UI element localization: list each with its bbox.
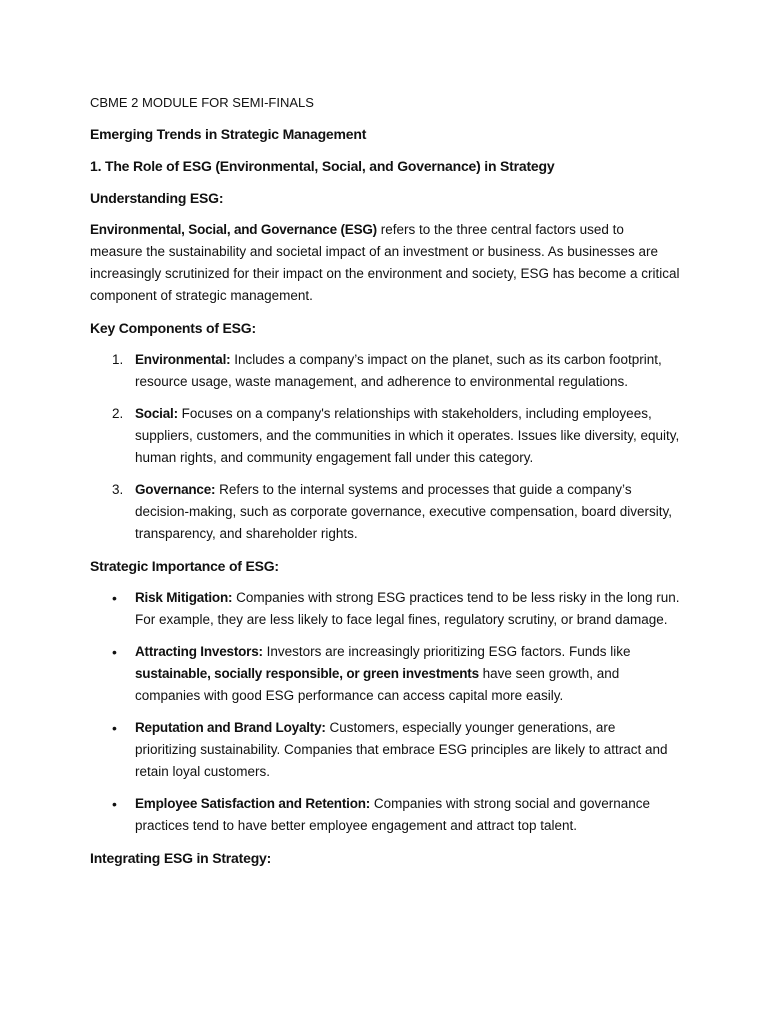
list-item-text-continued: have seen growth, and companies with good ESG performance can access capital more easily. (135, 666, 620, 703)
list-item-term: Reputation and Brand Loyalty: (135, 720, 326, 735)
list-item-term: Governance: (135, 482, 216, 497)
numbered-list-components (90, 349, 680, 545)
list-number: 2. (112, 406, 124, 421)
list-item-text: Includes a company’s impact on the planet, such as its carbon footprint, resource usage, waste management, and adherence to environmental regulations. (135, 352, 662, 389)
list-number: 3. (112, 482, 124, 497)
document-title: Emerging Trends in Strategic Management (90, 126, 367, 142)
bulleted-list-importance (90, 587, 680, 837)
list-item-term: Employee Satisfaction and Retention: (135, 796, 371, 811)
list-item-risk-mitigation (90, 587, 680, 631)
heading-strategic-importance: Strategic Importance of ESG: (90, 558, 279, 574)
document-page (90, 92, 680, 879)
list-item-attracting-investors (90, 641, 680, 707)
heading-key-components: Key Components of ESG: (90, 320, 256, 336)
list-item-environmental (90, 349, 680, 393)
bullet-icon: • (112, 644, 117, 660)
paragraph-understanding-esg (90, 219, 680, 307)
list-item-employee-satisfaction (90, 793, 680, 837)
list-item-governance (90, 479, 680, 545)
bullet-icon: • (112, 590, 117, 606)
list-item-emphasis: sustainable, socially responsible, or green investments (135, 666, 479, 681)
list-item-term: Social: (135, 406, 178, 421)
esg-definition-term: Environmental, Social, and Governance (ESG) (90, 222, 377, 237)
bullet-icon: • (112, 720, 117, 736)
list-item-term: Attracting Investors: (135, 644, 263, 659)
list-item-social (90, 403, 680, 469)
heading-understanding-esg: Understanding ESG: (90, 190, 224, 206)
heading-integrating-esg: Integrating ESG in Strategy: (90, 850, 272, 866)
section-heading-esg-role: 1. The Role of ESG (Environmental, Social, and Governance) in Strategy (90, 158, 555, 174)
esg-definition-text: refers to the three central factors used to measure the sustainability and societal impact of an investment or business. As businesses are increasingly scrutinized for their impact on the environment and society, ESG has become a critical component of strategic management. (90, 222, 680, 303)
list-item-text: Refers to the internal systems and processes that guide a company’s decision-making, such as corporate governance, executive compensation, board diversity, transparency, and shareholder rights. (135, 482, 673, 541)
list-item-term: Risk Mitigation: (135, 590, 233, 605)
document-header: CBME 2 MODULE FOR SEMI-FINALS (90, 95, 314, 110)
list-number: 1. (112, 352, 124, 367)
list-item-text: Companies with strong ESG practices tend to be less risky in the long run. For example, they are less likely to face legal fines, regulatory scrutiny, or brand damage. (135, 590, 680, 627)
list-item-text: Focuses on a company's relationships with stakeholders, including employees, suppliers, customers, and the communities in which it operates. Issues like diversity, equity, human rights, and community engagement fall under this category. (135, 406, 680, 465)
list-item-reputation (90, 717, 680, 783)
bullet-icon: • (112, 796, 117, 812)
list-item-term: Environmental: (135, 352, 231, 367)
list-item-text: Customers, especially younger generations, are prioritizing sustainability. Companies that embrace ESG principles are likely to attract and retain loyal customers. (135, 720, 668, 779)
list-item-text: Companies with strong social and governance practices tend to have better employee engagement and attract top talent. (135, 796, 651, 833)
list-item-text: Investors are increasingly prioritizing ESG factors. Funds like (262, 644, 631, 659)
